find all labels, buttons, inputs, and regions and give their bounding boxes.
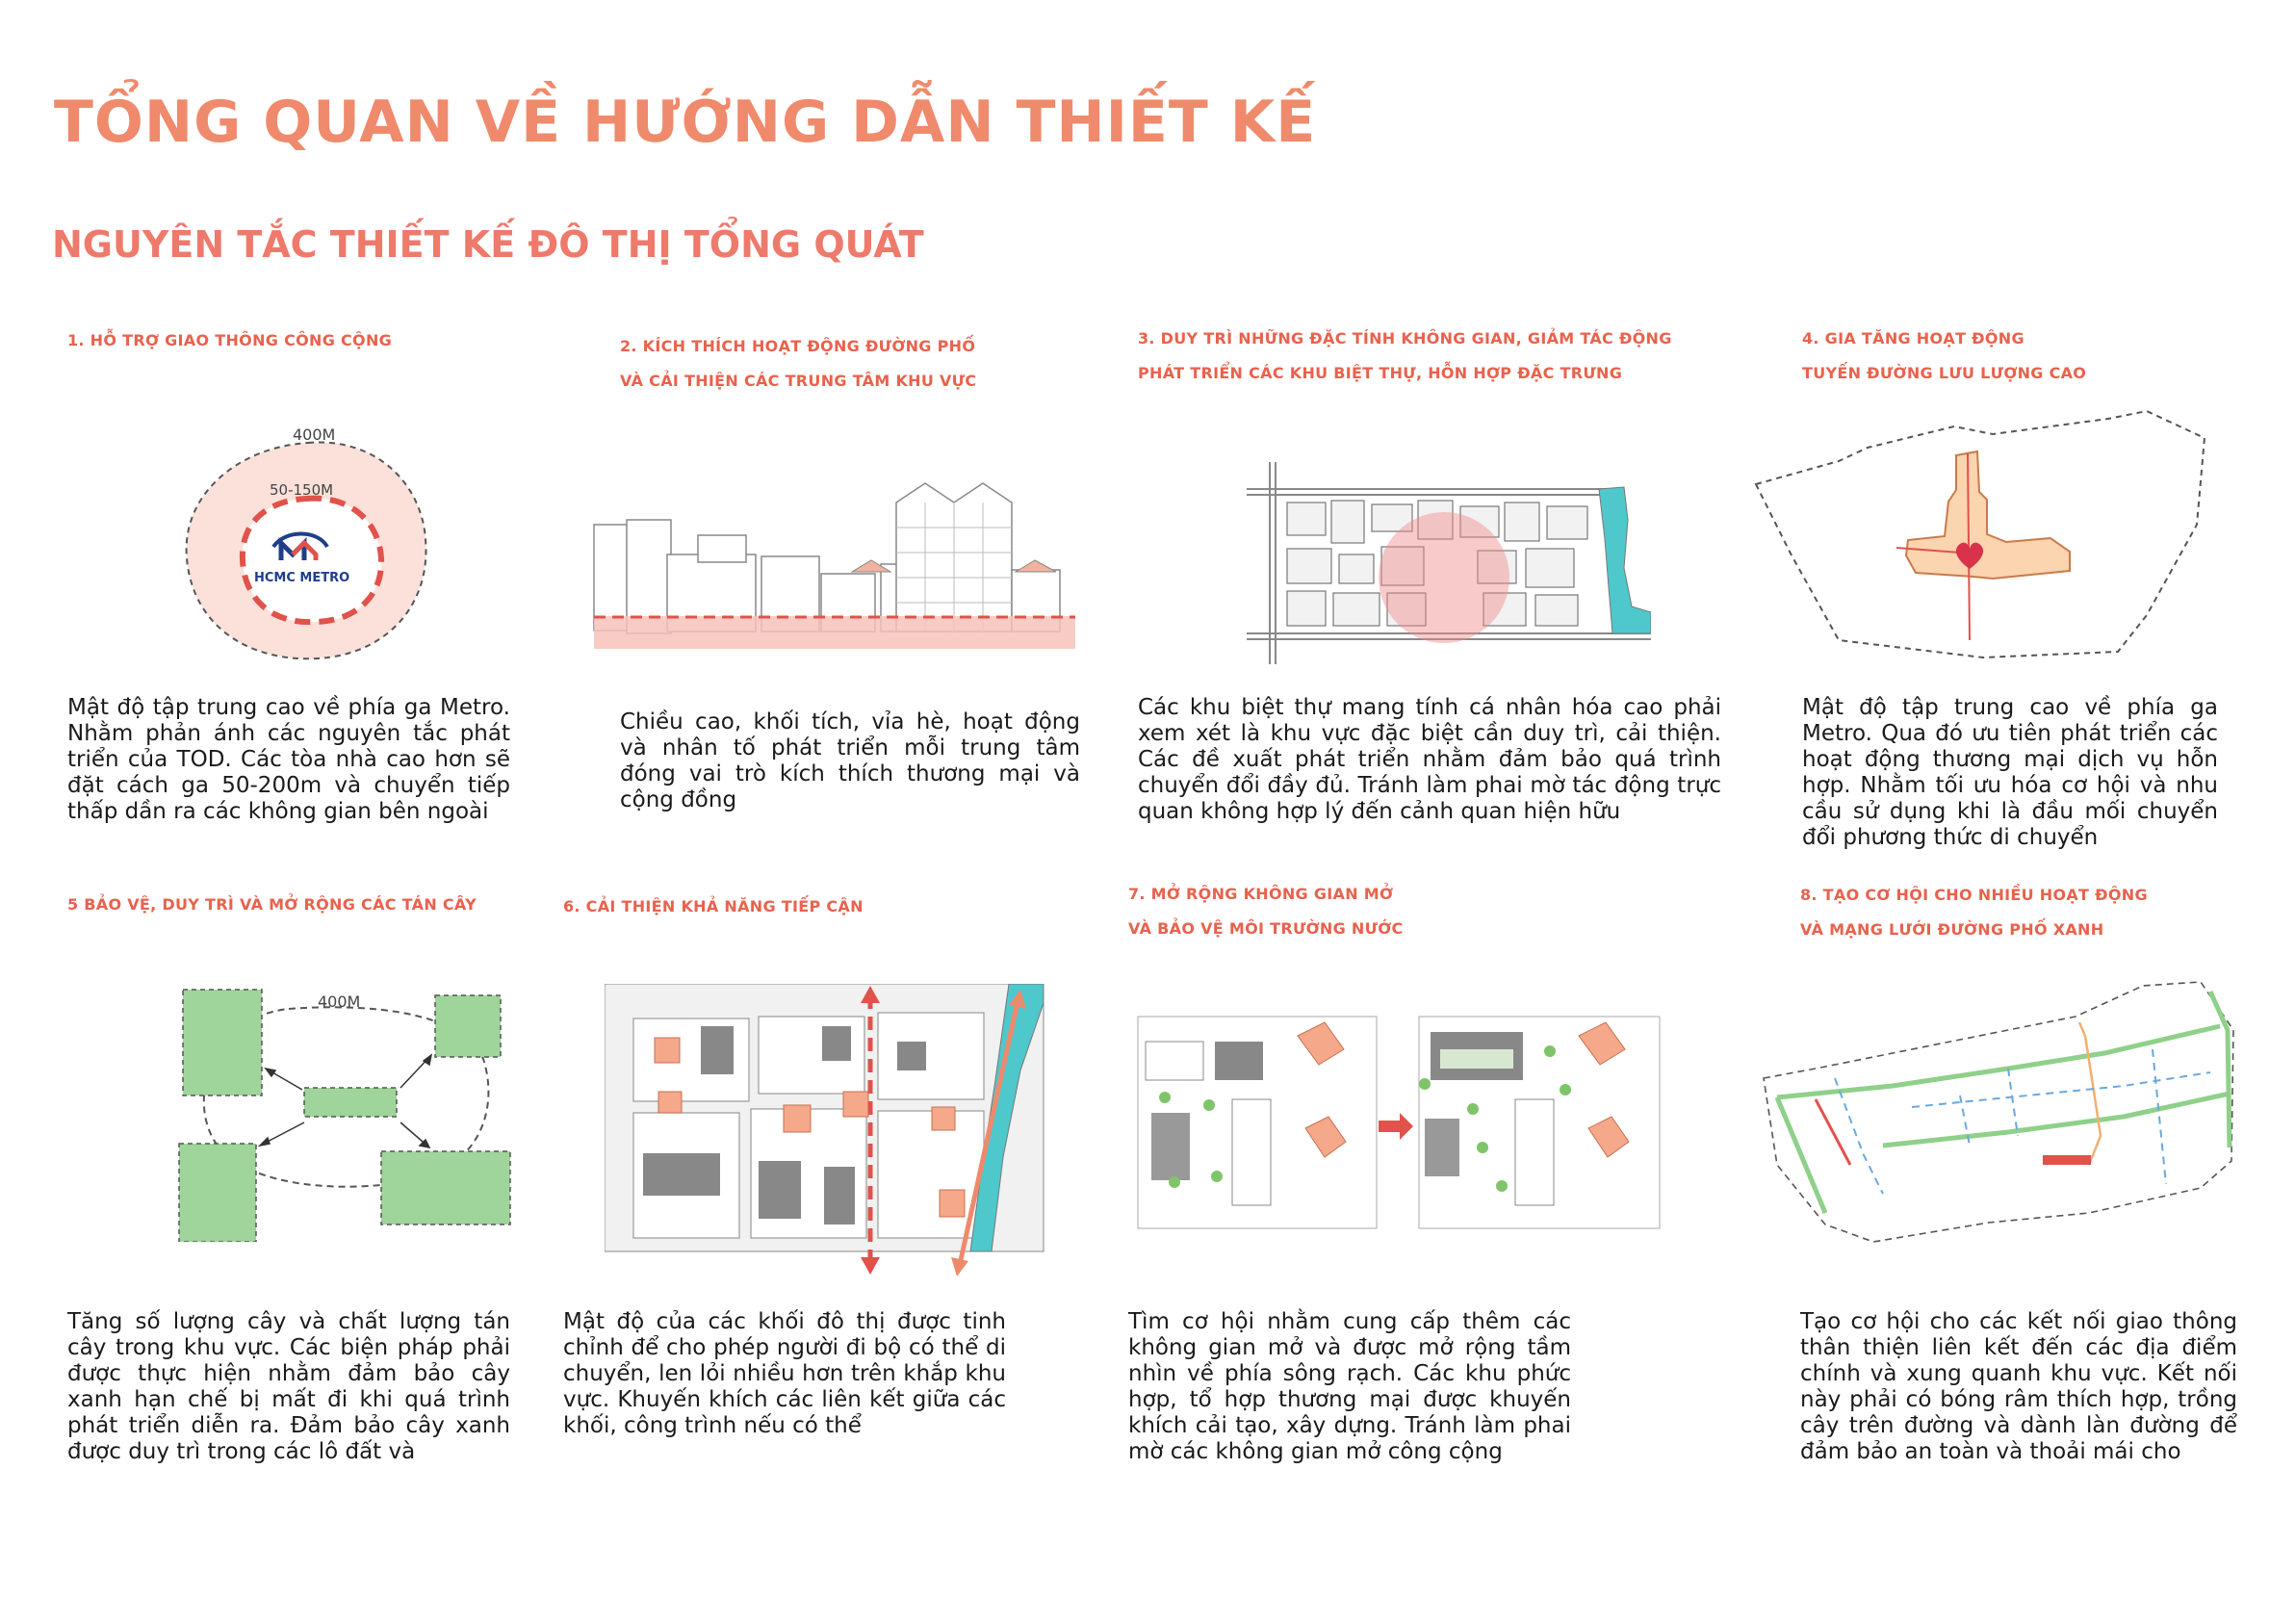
building-footprint [1146,1042,1203,1080]
building [698,535,746,562]
green-street [2210,992,2230,1147]
building-footprint [1333,593,1380,626]
high-traffic-corridor-diagram [1752,409,2214,669]
building-footprint [1287,503,1326,535]
commercial-corridor [1906,451,2070,579]
building-footprint [1425,1119,1459,1176]
building-footprint [1339,554,1374,583]
building-footprint [701,1026,734,1074]
page-title: TỔNG QUAN VỀ HƯỚNG DẪN THIẾT KẾ [54,89,1317,156]
building-footprint [897,1042,926,1070]
section-5-title: 5 BẢO VỆ, DUY TRÌ VÀ MỞ RỘNG CÁC TÁN CÂY [67,895,477,914]
villa-district-plan [1247,462,1651,664]
pedestrian-path [2153,1049,2166,1184]
page-subtitle: NGUYÊN TẮC THIẾT KẾ ĐÔ THỊ TỔNG QUÁT [52,223,924,266]
section-2-title: 2. KÍCH THÍCH HOẠT ĐỘNG ĐƯỜNG PHỐ VÀ CẢI THIỆN CÁC TRUNG TÂM KHU VỰC [620,337,977,390]
building-footprint [1526,549,1574,587]
courtyard-green [1440,1049,1513,1069]
section-3-title: 3. DUY TRÌ NHỮNG ĐẶC TÍNH KHÔNG GIAN, GIẢM TÁC ĐỘNG PHÁT TRIỂN CÁC KHU BIỆT THỰ, HỖN HỢP ĐẶC TRƯNG [1138,329,1672,382]
villa [843,1092,868,1117]
building-footprint [1232,1099,1271,1205]
building-footprint [1151,1113,1190,1180]
building-footprint [1505,503,1539,541]
villa [658,1092,682,1113]
block [878,1013,984,1099]
green-space [183,990,262,1096]
green-street-network [1758,972,2239,1251]
pedestrian-path [1835,1078,1883,1194]
building-footprint [1331,501,1364,543]
secondary-street [2079,1022,2085,1036]
green-street [1777,1026,2220,1097]
section-8-text: Tạo cơ hội cho các kết nối giao thông thân thiện liên kết đến các địa điểm chính và xung quanh khu vực. Kết nối này phải có bóng râm thích hợp, trồng cây trên đường và dành làn đường để đảm bảo an toàn và thoải mái cho [1800,1309,2237,1464]
building-footprint [759,1161,801,1219]
accessibility-plan [605,984,1047,1282]
section-6-text: Mật độ của các khối đô thị được tinh chỉnh để cho phép người đi bộ có thể di chuyển, len lỏi nhiều hơn trên khắp khu vực. Khuyến khích các liên kết giữa các khối, công trình nếu có thể [563,1309,1006,1438]
building-footprint [1547,506,1587,539]
villa-focus-zone [1379,512,1509,643]
building-footprint [1215,1042,1263,1080]
street-frontage-band [594,616,1075,649]
priority-segment [2043,1155,2091,1165]
after-plan [1419,1017,1660,1228]
section-1-text: Mật độ tập trung cao về phía ga Metro. Nhằm phản ánh các nguyên tắc phát triển của TOD. Các tòa nhà cao hơn sẽ đặt cách ga 50-200m và chuyển tiếp thấp dần ra các không gian bên ngoài [67,695,510,824]
inner-radius-label: 50-150M [270,481,334,499]
canopy-radius-label: 400M [318,992,361,1011]
section-2-text: Chiều cao, khối tích, vỉa hè, hoạt động và nhân tố phát triển mỗi trung tâm đóng vai trò kích thích thương mại và cộng đồng [620,709,1080,812]
inner-radius-ring [243,499,381,622]
section-4-text: Mật độ tập trung cao về phía ga Metro. Qua đó ưu tiên phát triển các hoạt động thương mại dịch vụ hỗn hợp. Nhằm tối ưu hóa cơ hội và nhu cầu sử dụng khi là đầu mối chuyển đổi phương thức di chuyển [1802,695,2218,850]
green-space [381,1151,510,1224]
open-space-before-after [1136,1013,1665,1234]
district-boundary [1764,982,2233,1242]
tree-canopy-diagram [173,982,520,1242]
section-7-title: 7. MỞ RỘNG KHÔNG GIAN MỞ VÀ BẢO VỆ MÔI TRƯỜNG NƯỚC [1128,885,1404,938]
tod-radius-diagram [173,424,443,674]
green-space [435,995,501,1057]
building-footprint [1535,595,1578,626]
section-8-title: 8. TẠO CƠ HỘI CHO NHIỀU HOẠT ĐỘNG VÀ MẠNG LƯỚI ĐƯỜNG PHỐ XANH [1800,886,2148,939]
building-footprint [1515,1099,1554,1205]
building-footprint [1287,591,1326,626]
building-footprint [822,1026,851,1061]
transition-arrow [1379,1113,1413,1140]
section-6-title: 6. CẢI THIỆN KHẢ NĂNG TIẾP CẬN [563,897,864,915]
roof [1016,560,1056,572]
outer-radius-label: 400M [293,425,336,444]
pedestrian-path [2008,1069,2018,1136]
green-space [304,1088,397,1117]
villa [932,1107,955,1130]
building-footprint [643,1153,720,1196]
section-5-text: Tăng số lượng cây và chất lượng tán cây trong khu vực. Các biện pháp phải được thực hiện nhằm đảm bảo cây xanh hạn chế bị mất đi khi quá trình phát triển diễn ra. Đảm bảo cây xanh được duy trì trong các lô đất và [67,1309,510,1464]
villa [784,1105,811,1132]
green-street [1883,1094,2230,1146]
building-footprint [824,1167,855,1224]
before-plan [1138,1017,1377,1228]
priority-link [1816,1099,1850,1165]
street-activity-elevation [592,481,1083,655]
section-1-title: 1. HỖ TRỢ GIAO THÔNG CÔNG CỘNG [67,331,393,349]
metro-logo-text: HCMC METRO [254,571,350,585]
section-4-title: 4. GIA TĂNG HOẠT ĐỘNG TUYẾN ĐƯỜNG LƯU LƯỢNG CAO [1802,329,2087,382]
building-footprint [1287,549,1331,583]
green-space [179,1144,256,1242]
villa [655,1038,680,1063]
section-7-text: Tìm cơ hội nhằm cung cấp thêm các không gian mở và được mở rộng tầm nhìn về phía sông rạch. Các khu phức hợp, tổ hợp thương mại được khuyến khích cải tạo, xây dựng. Tránh làm phai mờ các không gian mở công cộng [1128,1309,1571,1464]
villa [940,1190,965,1217]
section-3-text: Các khu biệt thự mang tính cá nhân hóa cao phải xem xét là khu vực đặc biệt cần duy trì, cải thiện. Các đề xuất phát triển nhằm đảm bảo quá trình chuyển đổi đầy đủ. Tránh làm phai mờ tác động trực quan không hợp lý đến cảnh quan hiện hữu [1138,695,1721,824]
